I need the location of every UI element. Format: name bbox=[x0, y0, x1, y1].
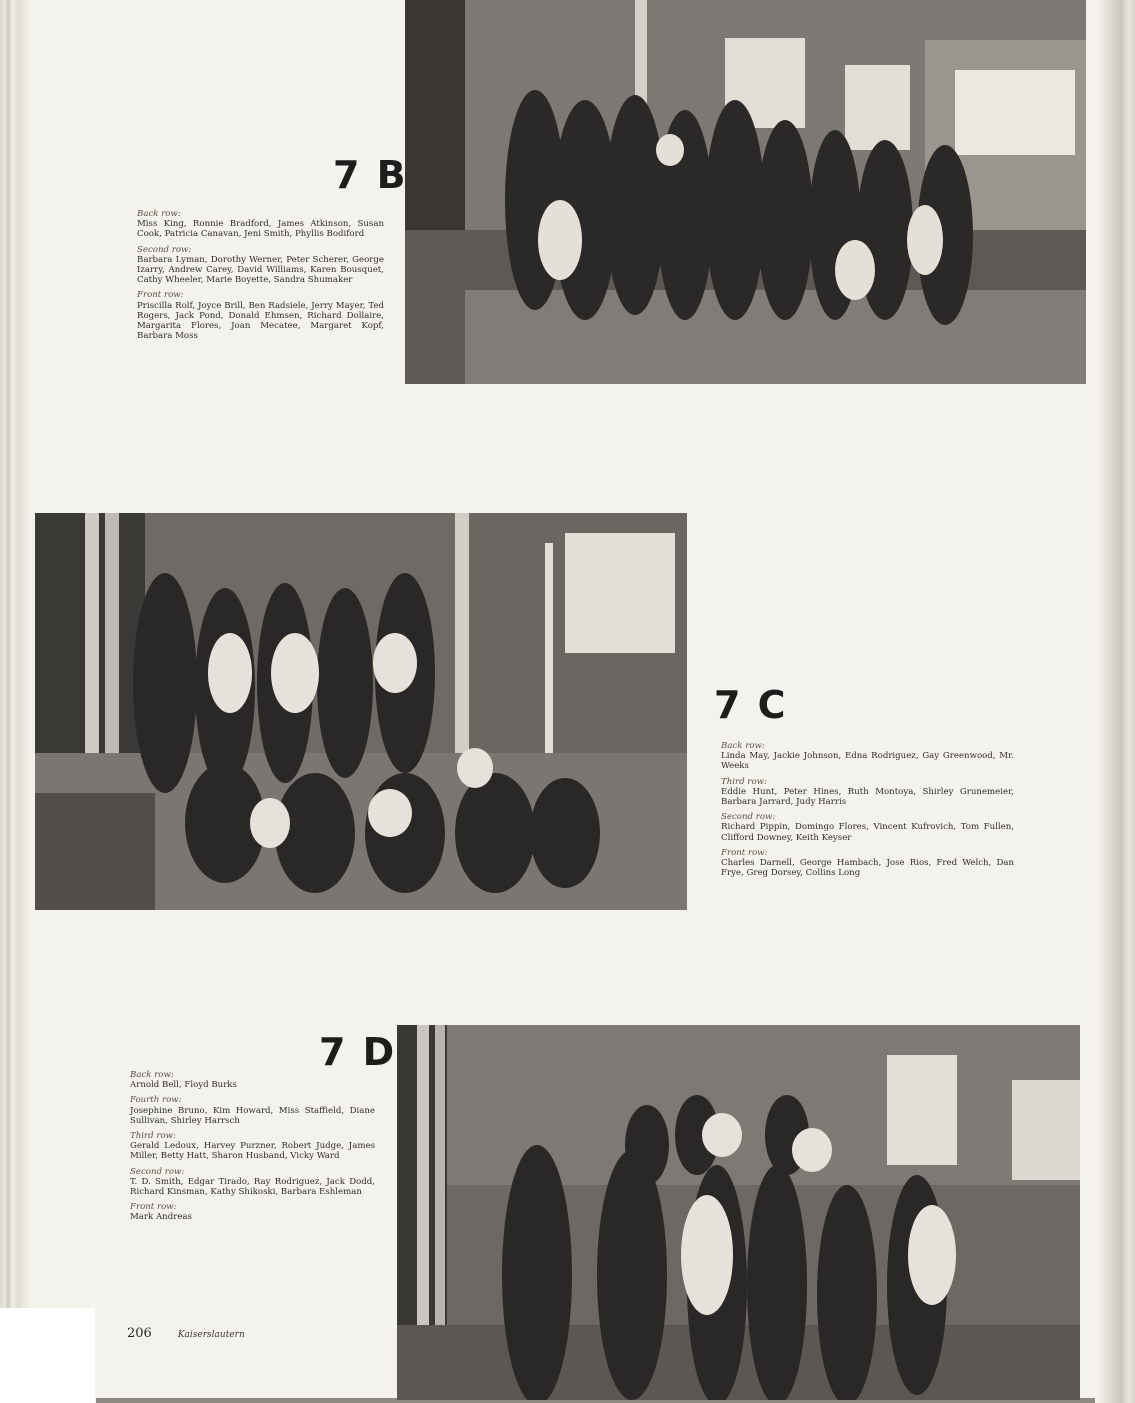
row-names: Linda May, Jackie Johnson, Edna Rodriguez, Gay Greenwood, Mr. Weeks bbox=[721, 751, 1014, 772]
caption-7d bbox=[130, 1070, 375, 1223]
row-names: Eddie Hunt, Peter Hines, Ruth Montoya, Shirley Grunemeier, Barbara Jarrard, Judy Harris bbox=[721, 786, 1014, 808]
row-label: Fourth row: bbox=[130, 1095, 182, 1106]
page-folio bbox=[127, 1326, 245, 1341]
row-names: Mark Andreas bbox=[130, 1212, 192, 1223]
row-names: Miss King, Ronnie Bradford, James Atkinson, Susan Cook, Patricia Canavan, Jeni Smith, Phyllis Bodiford bbox=[137, 219, 384, 240]
row-names: Gerald Ledoux, Harvey Purzner, Robert Judge, James Miller, Betty Hatt, Sharon Husband, Vicky Ward bbox=[130, 1141, 375, 1162]
row-names: T. D. Smith, Edgar Tirado, Ray Rodriguez, Jack Dodd, Richard Kinsman, Kathy Shikoski, Barbara Eshleman bbox=[130, 1176, 375, 1198]
row-names: Charles Darnell, George Hambach, Jose Rios, Fred Welch, Dan Frye, Greg Dorsey, Collins Long bbox=[721, 858, 1014, 879]
row-label: Front row: bbox=[137, 290, 184, 301]
row-label: Back row: bbox=[721, 741, 765, 751]
row-label: Third row: bbox=[130, 1131, 176, 1142]
row-label: Second row: bbox=[130, 1166, 185, 1177]
book-binding bbox=[0, 0, 30, 1403]
row-label: Back row: bbox=[130, 1070, 174, 1080]
row-label: Third row: bbox=[721, 776, 767, 787]
caption-7c bbox=[721, 741, 1014, 878]
row-names: Arnold Bell, Floyd Burks bbox=[130, 1080, 237, 1091]
caption-7b bbox=[137, 209, 384, 341]
row-label: Back row: bbox=[137, 209, 181, 219]
row-names: Priscilla Rolf, Joyce Brill, Ben Radsiele, Jerry Mayer, Ted Rogers, Jack Pond, Donald Ehmsen, Richard Dollaire, Margarita Flores, Joan Mecatee, Margaret Kopf, Barbara Moss bbox=[137, 300, 384, 342]
row-label: Front row: bbox=[130, 1202, 177, 1213]
class-photo-7d bbox=[397, 1025, 1080, 1400]
row-label: Second row: bbox=[137, 244, 192, 255]
section-title-7c: 7 C bbox=[714, 683, 788, 727]
scan-margin bbox=[0, 1308, 95, 1403]
row-names: Richard Pippin, Domingo Flores, Vincent Kufrovich, Tom Fullen, Clifford Downey, Keith Keyser bbox=[721, 822, 1014, 843]
row-names: Barbara Lyman, Dorothy Werner, Peter Scherer, George Izarry, Andrew Carey, David Williams, Karen Bousquet, Cathy Wheeler, Marie Boyette, Sandra Shumaker bbox=[137, 254, 384, 286]
running-title: Kaiserslautern bbox=[177, 1330, 245, 1340]
row-label: Second row: bbox=[721, 812, 776, 823]
class-photo-7c bbox=[35, 513, 687, 910]
page-number: 206 bbox=[127, 1326, 152, 1341]
section-title-7b: 7 B bbox=[333, 153, 408, 197]
class-photo-7b bbox=[405, 0, 1086, 384]
row-label: Front row: bbox=[721, 847, 768, 858]
section-title-7d: 7 D bbox=[319, 1030, 397, 1074]
row-names: Josephine Bruno, Kim Howard, Miss Staffield, Diane Sullivan, Shirley Harrsch bbox=[130, 1105, 375, 1126]
page-edge bbox=[1097, 0, 1135, 1403]
